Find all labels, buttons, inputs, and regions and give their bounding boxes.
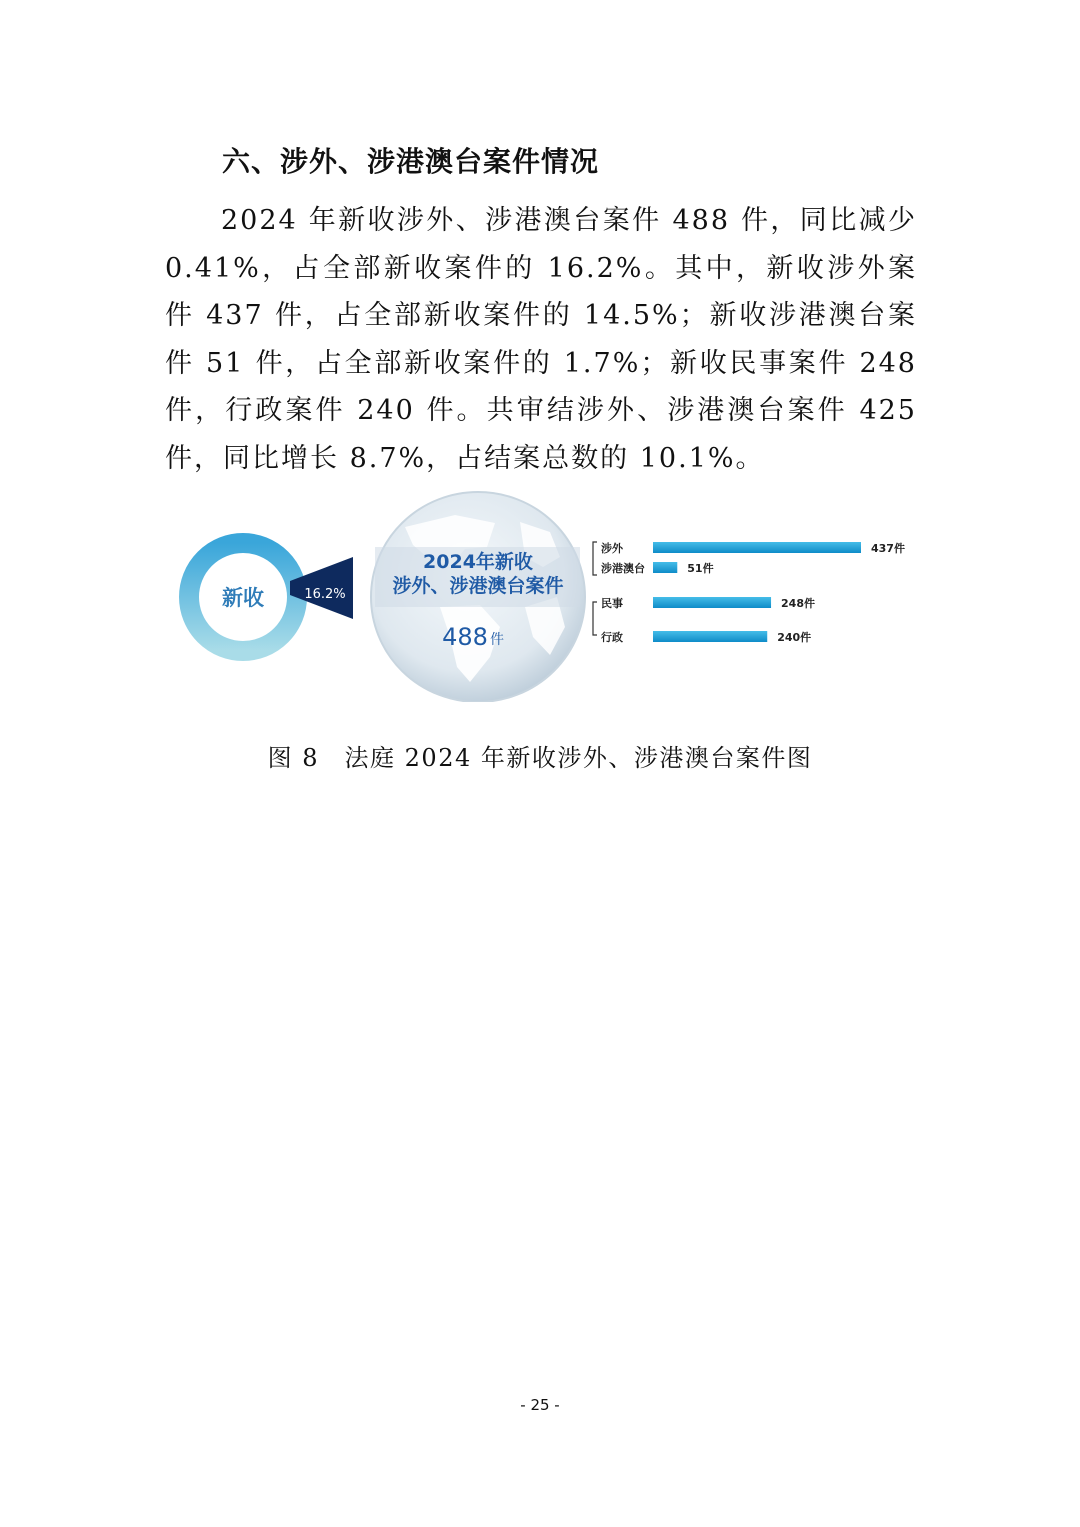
figure-graphic (165, 487, 925, 702)
ring-label: 新收 (222, 586, 264, 610)
bar (653, 597, 771, 608)
bracket-group-2 (593, 602, 597, 635)
section-heading: 六、涉外、涉港澳台案件情况 (222, 145, 600, 178)
bar-category-label: 涉外 (601, 542, 623, 555)
bar-chart (601, 541, 905, 644)
bar-value-label: 240件 (777, 631, 812, 644)
bar-category-label: 行政 (601, 631, 623, 644)
share-label: 16.2% (304, 587, 346, 602)
bar (653, 631, 767, 642)
globe-title-line1: 2024年新收 (423, 551, 533, 573)
globe-unit: 件 (490, 632, 504, 648)
body-paragraph: 2024 年新收涉外、涉港澳台案件 488 件，同比减少 0.41%，占全部新收案件的 16.2%。其中，新收涉外案件 437 件，占全部新收案件的 14.5%；新收涉港澳台案件 51 件，占全部新收案件的 1.7%；新收民事案件 248 件，行政案件 240 件。共审结涉外、涉港澳台案件 425 件，同比增长 8.7%，占结案总数的 10.1%。 (165, 205, 917, 474)
globe (371, 492, 585, 702)
page-number: - 25 - (520, 1396, 560, 1414)
bar-category-label: 涉港澳台 (601, 562, 645, 575)
figure-caption: 图 8 法庭 2024 年新收涉外、涉港澳台案件图 (267, 744, 813, 772)
globe-value: 488 (442, 623, 488, 651)
bar-category-label: 民事 (601, 597, 623, 610)
bar-value-label: 437件 (871, 542, 905, 555)
figure-8 (165, 487, 925, 702)
new-cases-ring (189, 543, 297, 651)
bar-value-label: 51件 (687, 562, 714, 575)
bar (653, 542, 861, 553)
globe-title-line2: 涉外、涉港澳台案件 (392, 575, 564, 597)
bracket-group-1 (593, 542, 597, 575)
bar (653, 562, 677, 573)
bar-value-label: 248件 (781, 597, 816, 610)
